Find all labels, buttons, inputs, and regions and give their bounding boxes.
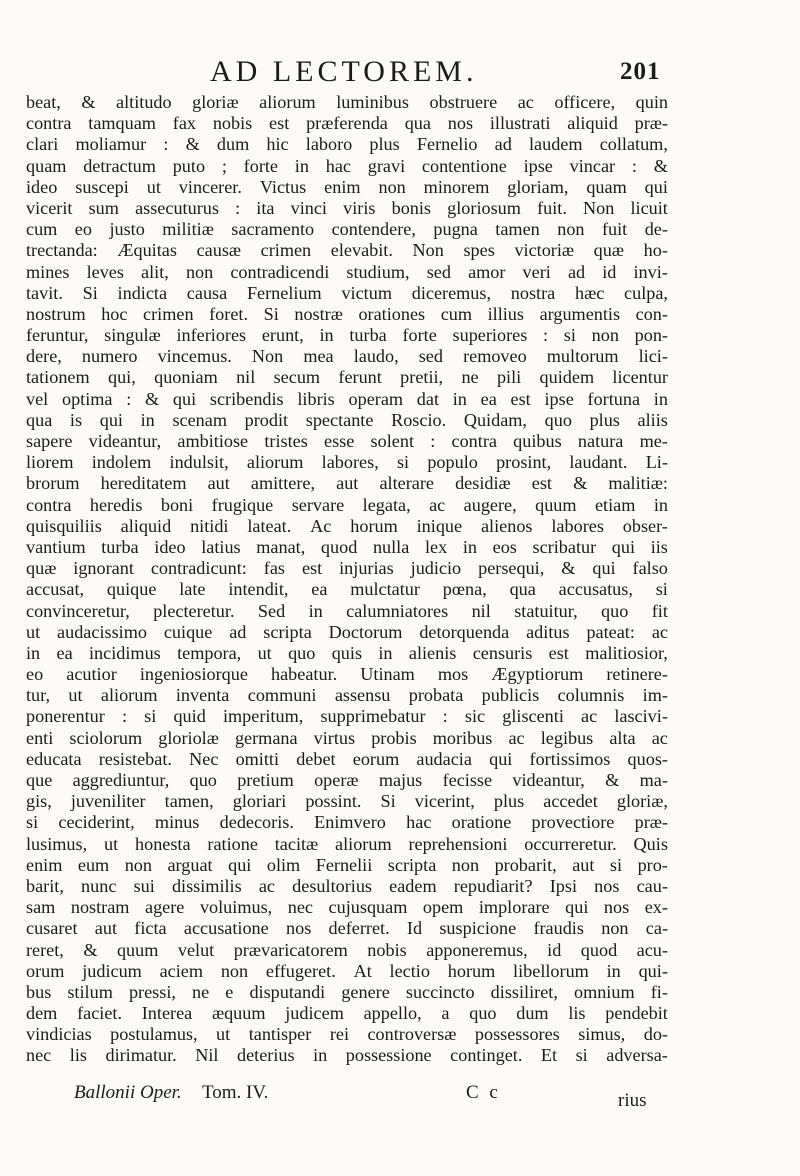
text-line: reret, & quum velut prævaricatorem nobis apponeremus, id quod acu- <box>26 939 668 960</box>
text-line: dem faciet. Interea æquum judicem appello, a quo dum lis pendebit <box>26 1003 668 1024</box>
text-line: qua is qui in scenam prodit spectante Roscio. Quidam, quo plus aliis <box>26 409 668 430</box>
text-line: mines leves alit, non contradicendi studium, sed amor veri ad id invi- <box>26 261 668 282</box>
text-line: si ceciderint, minus dedecoris. Enimvero hac oratione provectiore præ- <box>26 812 668 833</box>
signature-mark: C c <box>466 1082 501 1103</box>
text-line: nec lis dirimatur. Nil deterius in possessione continget. Et si adversa- <box>26 1045 668 1066</box>
text-line: vantium turba ideo latius manat, quod nulla lex in eos scribatur qui iis <box>26 536 668 557</box>
text-line: quam detractum puto ; forte in hac gravi contentione ipse vincar : & <box>26 155 668 176</box>
text-line: educata resistebat. Nec omitti debet eorum audacia qui fortissimos quos- <box>26 748 668 769</box>
text-line: cum eo justo militiæ sacramento contendere, pugna tamen non fuit de- <box>26 219 668 240</box>
text-line: nostrum hoc crimen foret. Si nostræ orationes cum illius argumentis con- <box>26 303 668 324</box>
text-line: ut audacissimo cuique ad scripta Doctorum detorquenda aditus pateat: ac <box>26 621 668 642</box>
text-line: lusimus, ut honesta ratione tacitæ aliorum reprehensioni occurreretur. Quis <box>26 833 668 854</box>
text-line: sam nostram agere voluimus, nec cujusquam opem implorare qui nos ex- <box>26 897 668 918</box>
text-line: enim eum non arguat qui olim Fernelii scripta non probarit, aut si pro- <box>26 854 668 875</box>
text-line: gis, juveniliter tamen, gloriari possint. Si vicerint, plus accedet gloriæ, <box>26 791 668 812</box>
text-line: tavit. Si indicta causa Fernelium victum diceremus, nostra hæc culpa, <box>26 282 668 303</box>
body-text <box>26 92 668 1067</box>
page-number: 201 <box>620 58 661 85</box>
page-title: AD LECTOREM. <box>210 55 478 88</box>
tome-number: Tom. IV. <box>202 1082 269 1103</box>
text-line: brorum hereditatem aut amittere, aut alterare desidiæ est & malitiæ: <box>26 473 668 494</box>
text-line: clari moliamur : & dum hic laboro plus Fernelio ad laudem collatum, <box>26 134 668 155</box>
text-line: contra heredis boni frugique servare legata, ac augere, quum etiam in <box>26 494 668 515</box>
text-line: eo acutior ingeniosiorque habeatur. Utinam mos Ægyptiorum retinere- <box>26 664 668 685</box>
text-line: bus stilum pressi, ne e disputandi genere succincto dissiliret, omnium fi- <box>26 981 668 1002</box>
text-line: cusaret aut ficta accusatione nos deferret. Id suspicione fraudis non ca- <box>26 918 668 939</box>
text-line: que aggrediuntur, quo pretium operæ majus fecisse videantur, & ma- <box>26 770 668 790</box>
text-line: enti sciolorum gloriolæ germana virtus probis moribus ac legibus alta ac <box>26 727 668 748</box>
text-line: in ea incidimus tempora, ut quo quis in alienis censuris est malitiosior, <box>26 642 668 663</box>
catchword: rius <box>618 1090 647 1111</box>
text-line: vel optima : & qui scribendis libris operam dat in ea est ipse fortuna in <box>26 388 668 409</box>
text-line: vindicias postulamus, ut tantisper rei controversæ possessores simus, do- <box>26 1024 668 1045</box>
running-head <box>0 55 800 95</box>
text-line: feruntur, singulæ inferiores erunt, in turba forte superiores : si non pon- <box>26 325 668 346</box>
text-line: quisquiliis aliquid nitidi lateat. Ac horum inique alienos labores obser- <box>26 515 668 536</box>
page-footer <box>0 1082 800 1112</box>
text-line: accusat, quique late intendit, ea mulctatur pœna, qua accusatus, si <box>26 579 668 600</box>
text-line: liorem indolem indulsit, aliorum labores, si populo prosint, laudant. Li- <box>26 452 668 473</box>
text-line: tur, ut aliorum inventa communi assensu probata publicis columnis im- <box>26 685 668 706</box>
text-line: trectanda: Æquitas causæ crimen elevabit. Non spes victoriæ quæ ho- <box>26 240 668 261</box>
text-line: contra tamquam fax nobis est præferenda qua nos illustrati aliquid præ- <box>26 113 668 134</box>
text-line: barit, nunc sui dissimilis ac desultorius eadem repudiarit? Ipsi nos cau- <box>26 875 668 896</box>
text-line: dere, numero vincemus. Non mea laudo, sed removeo multorum lici- <box>26 346 668 367</box>
text-line: beat, & altitudo gloriæ aliorum luminibus obstruere ac officere, quin <box>26 92 668 112</box>
text-line: ponerentur : si quid imperitum, supprimebatur : sic gliscenti ac lascivi- <box>26 706 668 727</box>
text-line: sapere videantur, ambitiose tristes esse solent : contra quibus natura me- <box>26 431 668 451</box>
text-line: orum judicum aciem non effugeret. At lectio horum libellorum in qui- <box>26 960 668 981</box>
text-line: quæ ignorant contradicunt: fas est injurias judicio persequi, & qui falso <box>26 558 668 579</box>
book-reference: Ballonii Oper. <box>74 1082 182 1103</box>
text-line: convinceretur, plecteretur. Sed in calumniatores nil statuitur, quo fit <box>26 600 668 621</box>
text-line: vicerit sum assecuturus : ita vinci viris bonis gloriosum fuit. Non licuit <box>26 197 668 218</box>
text-line: ideo suscepi ut vincerer. Victus enim non minorem gloriam, quam qui <box>26 176 668 197</box>
text-line: tationem qui, quoniam nil secum ferunt pretii, ne pili quidem licentur <box>26 367 668 388</box>
